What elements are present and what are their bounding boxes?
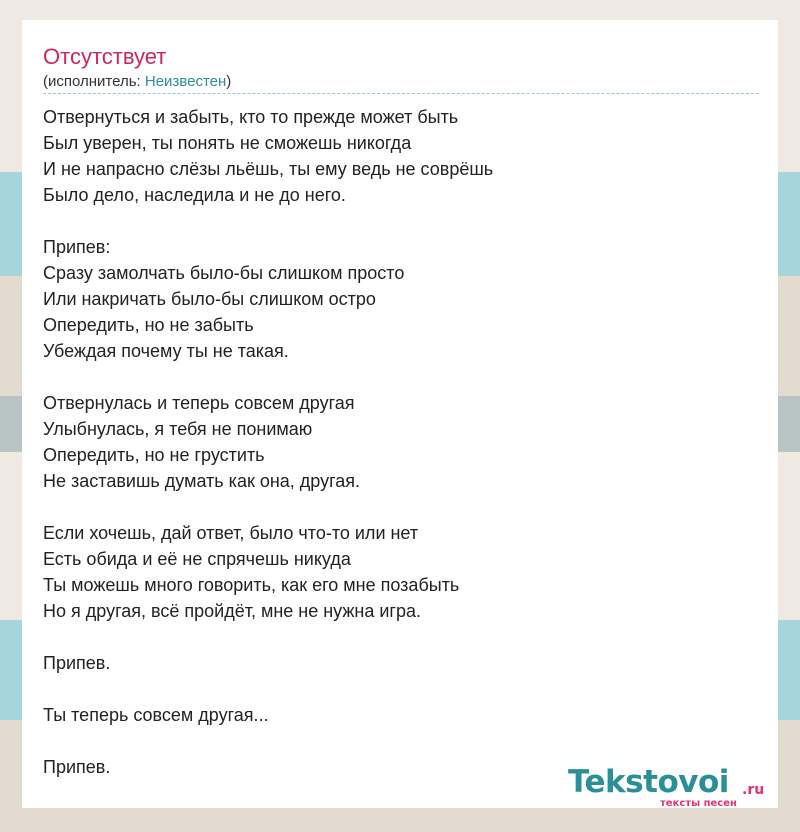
logo-name: Tekstovoi [568,764,729,800]
lyrics-text [43,104,759,780]
lyrics-line: Отвернулась и теперь совсем другая [43,393,355,413]
lyrics-line: Но я другая, всё пройдёт, мне не нужна игра. [43,601,422,621]
lyrics-blank-line [43,208,759,234]
lyrics-blank-line [43,624,759,650]
logo-domain: .ru [742,782,765,798]
lyrics-line: Отвернуться и забыть, кто то прежде может быть [43,107,459,127]
lyrics-card [22,20,778,808]
lyrics-line: Ты теперь совсем другая... [43,705,269,725]
lyrics-line: Сразу замолчать было-бы слишком просто [43,263,405,283]
lyrics-blank-line [43,364,759,390]
lyrics-line: Опередить, но не забыть [43,315,254,335]
lyrics-line: Ты можешь много говорить, как его мне позабыть [43,575,460,595]
lyrics-blank-line [43,494,759,520]
lyrics-line: Или накричать было-бы слишком остро [43,289,376,309]
logo-tagline: тексты песен [660,798,737,809]
artist-prefix: (исполнитель: [43,73,145,90]
lyrics-line: Припев. [43,653,111,673]
site-logo[interactable] [568,764,778,812]
artist-suffix: ) [226,73,232,90]
lyrics-blank-line [43,728,759,754]
lyrics-blank-line [43,676,759,702]
lyrics-line: Улыбнулась, я тебя не понимаю [43,419,313,439]
lyrics-line: Не заставишь думать как она, другая. [43,471,361,491]
artist-link[interactable]: Неизвестен [144,73,227,90]
lyrics-line: Убеждая почему ты не такая. [43,341,289,361]
lyrics-line: Был уверен, ты понять не сможешь никогда [43,133,412,153]
song-title: Отсутствует [43,44,167,69]
lyrics-line: Припев: [43,237,111,257]
lyrics-line: Опередить, но не грустить [43,445,265,465]
lyrics-line: Есть обида и её не спрячешь никуда [43,549,351,569]
title-separator [43,93,759,94]
lyrics-line: Было дело, наследила и не до него. [43,185,346,205]
song-artist-line [43,72,231,92]
lyrics-line: Припев. [43,757,111,777]
lyrics-line: Если хочешь, дай ответ, было что-то или нет [43,523,419,543]
lyrics-line: И не напрасно слёзы льёшь, ты ему ведь не соврёшь [43,159,494,179]
